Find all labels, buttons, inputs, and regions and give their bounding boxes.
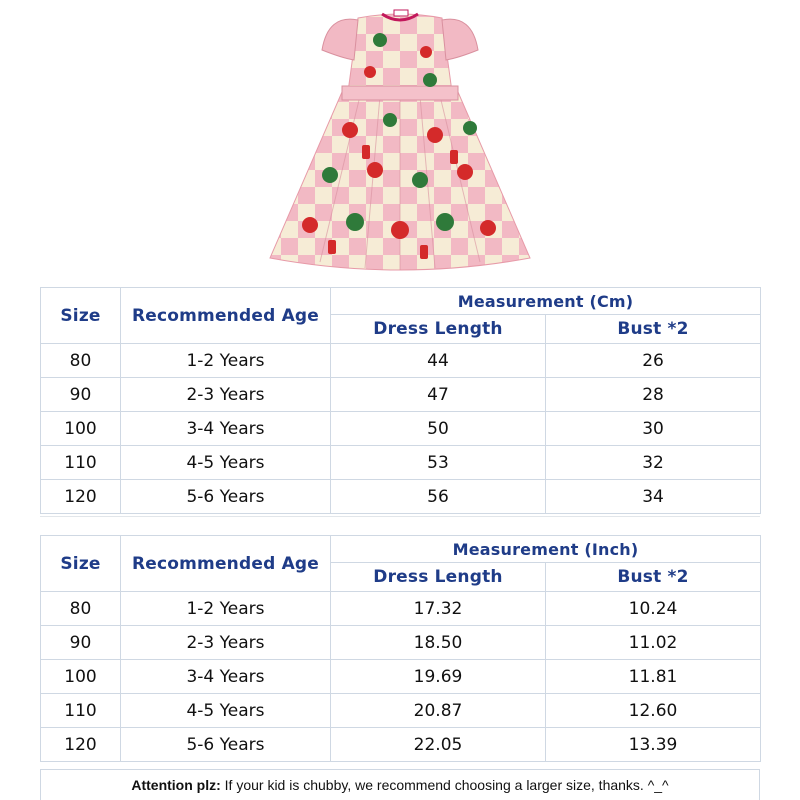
cell-dress-length: 22.05	[331, 728, 546, 762]
table-row	[41, 592, 761, 626]
header-recommended-age: Recommended Age	[121, 536, 331, 592]
cell-size: 120	[41, 480, 121, 514]
table-row	[41, 412, 761, 446]
cell-age: 2-3 Years	[121, 378, 331, 412]
header-measurement-cm: Measurement (Cm)	[331, 288, 761, 315]
cell-bust: 28	[546, 378, 761, 412]
table-divider	[40, 516, 760, 517]
cell-size: 110	[41, 694, 121, 728]
cell-age: 3-4 Years	[121, 660, 331, 694]
product-dress-image	[230, 0, 570, 280]
size-chart-cm-table	[40, 287, 761, 514]
header-measurement-inch: Measurement (Inch)	[331, 536, 761, 563]
cell-age: 5-6 Years	[121, 728, 331, 762]
cell-age: 1-2 Years	[121, 592, 331, 626]
cell-bust: 12.60	[546, 694, 761, 728]
table-row	[41, 480, 761, 514]
cell-size: 90	[41, 626, 121, 660]
cell-bust: 26	[546, 344, 761, 378]
table-row	[41, 694, 761, 728]
cell-dress-length: 20.87	[331, 694, 546, 728]
header-dress-length: Dress Length	[331, 563, 546, 592]
cell-dress-length: 18.50	[331, 626, 546, 660]
header-size: Size	[41, 288, 121, 344]
attention-label: Attention plz:	[131, 777, 221, 793]
table-row	[41, 344, 761, 378]
cell-bust: 30	[546, 412, 761, 446]
table-row	[41, 728, 761, 762]
header-size: Size	[41, 536, 121, 592]
attention-note	[40, 769, 760, 800]
cell-dress-length: 53	[331, 446, 546, 480]
cell-dress-length: 47	[331, 378, 546, 412]
cell-bust: 11.81	[546, 660, 761, 694]
cell-size: 80	[41, 344, 121, 378]
cell-dress-length: 17.32	[331, 592, 546, 626]
cell-size: 110	[41, 446, 121, 480]
cell-size: 120	[41, 728, 121, 762]
attention-text: If your kid is chubby, we recommend choosing a larger size, thanks. ^_^	[220, 777, 669, 793]
cell-dress-length: 19.69	[331, 660, 546, 694]
cell-bust: 13.39	[546, 728, 761, 762]
cell-age: 3-4 Years	[121, 412, 331, 446]
header-bust: Bust *2	[546, 563, 761, 592]
cell-size: 90	[41, 378, 121, 412]
table-row	[41, 378, 761, 412]
cell-bust: 34	[546, 480, 761, 514]
cell-bust: 32	[546, 446, 761, 480]
cell-age: 4-5 Years	[121, 694, 331, 728]
cell-dress-length: 50	[331, 412, 546, 446]
cell-bust: 11.02	[546, 626, 761, 660]
header-dress-length: Dress Length	[331, 315, 546, 344]
cell-size: 80	[41, 592, 121, 626]
cell-age: 4-5 Years	[121, 446, 331, 480]
cell-age: 1-2 Years	[121, 344, 331, 378]
header-recommended-age: Recommended Age	[121, 288, 331, 344]
header-bust: Bust *2	[546, 315, 761, 344]
table-row	[41, 660, 761, 694]
cell-dress-length: 44	[331, 344, 546, 378]
cell-age: 2-3 Years	[121, 626, 331, 660]
table-row	[41, 446, 761, 480]
cell-age: 5-6 Years	[121, 480, 331, 514]
size-chart-inch-table	[40, 535, 761, 762]
cell-bust: 10.24	[546, 592, 761, 626]
cell-size: 100	[41, 412, 121, 446]
cell-dress-length: 56	[331, 480, 546, 514]
table-row	[41, 626, 761, 660]
cell-size: 100	[41, 660, 121, 694]
